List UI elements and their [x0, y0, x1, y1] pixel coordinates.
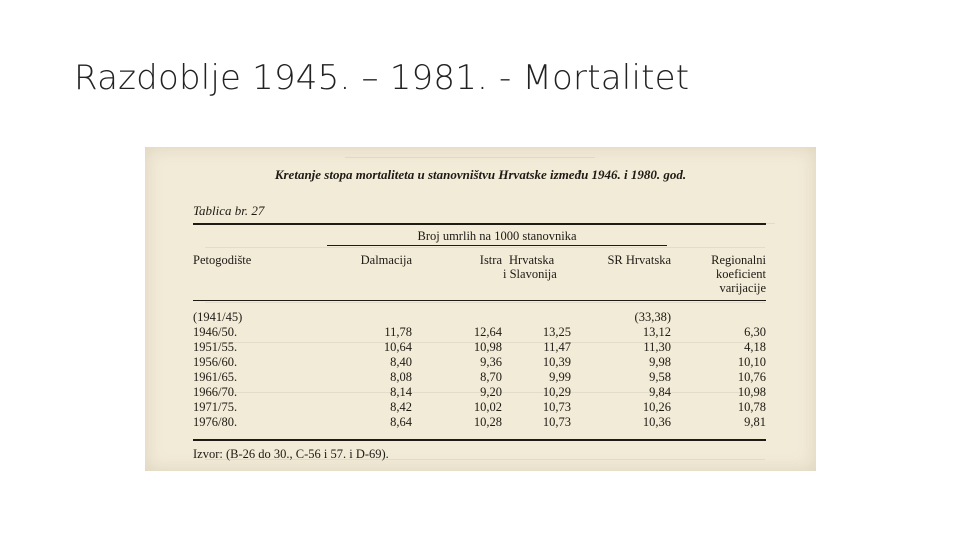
row-7-istra: 10,28 [473, 415, 502, 429]
row-6-dalmacija: 8,42 [390, 400, 412, 414]
row-7-dalmacija: 8,64 [390, 415, 412, 429]
row-5-period: 1966/70. [193, 385, 238, 399]
row-3-hs: 10,39 [542, 355, 571, 369]
row-7-sr: 10,36 [642, 415, 671, 429]
row-4-hs: 9,99 [549, 370, 571, 384]
bottom-rule [193, 439, 766, 441]
group-header: Broj umrlih na 1000 stanovnika [417, 229, 577, 243]
row-6-reg: 10,78 [737, 400, 766, 414]
row-0-sr: (33,38) [634, 310, 671, 324]
header-regional-1: Regionalni [711, 253, 766, 267]
header-i-slavonija: i Slavonija [503, 267, 557, 281]
row-3-dalmacija: 8,40 [390, 355, 412, 369]
row-7-hs: 10,73 [542, 415, 571, 429]
row-6-period: 1971/75. [193, 400, 238, 414]
row-2-reg: 4,18 [744, 340, 766, 354]
row-6-hs: 10,73 [542, 400, 571, 414]
header-hrvatska: Hrvatska [509, 253, 555, 267]
row-3-reg: 10,10 [737, 355, 766, 369]
row-4-reg: 10,76 [737, 370, 766, 384]
header-istra: Istra [479, 253, 502, 267]
row-0-period: (1941/45) [193, 310, 243, 324]
row-4-period: 1961/65. [193, 370, 238, 384]
header-rule [193, 300, 766, 301]
row-1-dalmacija: 11,78 [384, 325, 412, 339]
row-3-period: 1956/60. [193, 355, 238, 369]
slide-title: Razdoblje 1945. – 1981. - Mortalitet [74, 58, 690, 98]
row-4-istra: 8,70 [480, 370, 502, 384]
header-regional-3: varijacije [719, 281, 766, 295]
row-1-reg: 6,30 [744, 325, 766, 339]
header-dalmacija: Dalmacija [360, 253, 412, 267]
row-4-dalmacija: 8,08 [390, 370, 412, 384]
row-7-reg: 9,81 [744, 415, 766, 429]
row-2-period: 1951/55. [193, 340, 238, 354]
row-6-istra: 10,02 [473, 400, 502, 414]
row-2-sr: 11,30 [643, 340, 671, 354]
scanned-table-image [145, 147, 816, 471]
row-6-sr: 10,26 [642, 400, 671, 414]
row-5-sr: 9,84 [649, 385, 671, 399]
row-2-istra: 10,98 [473, 340, 502, 354]
row-5-istra: 9,20 [480, 385, 502, 399]
row-7-period: 1976/80. [193, 415, 238, 429]
row-5-hs: 10,29 [542, 385, 571, 399]
row-1-hs: 13,25 [542, 325, 571, 339]
row-3-istra: 9,36 [480, 355, 502, 369]
table-source: Izvor: (B-26 do 30., C-56 i 57. i D-69). [193, 447, 389, 461]
row-2-hs: 11,47 [543, 340, 571, 354]
row-1-sr: 13,12 [642, 325, 671, 339]
row-2-dalmacija: 10,64 [383, 340, 412, 354]
row-4-sr: 9,58 [649, 370, 671, 384]
header-regional-2: koeficient [716, 267, 766, 281]
row-1-period: 1946/50. [193, 325, 238, 339]
top-rule [193, 223, 766, 225]
row-1-istra: 12,64 [473, 325, 502, 339]
group-header-rule [327, 245, 667, 246]
row-3-sr: 9,98 [649, 355, 671, 369]
header-period: Petogodište [193, 253, 252, 267]
table-number: Tablica br. 27 [193, 203, 265, 218]
row-5-dalmacija: 8,14 [390, 385, 412, 399]
header-sr-hrvatska: SR Hrvatska [607, 253, 671, 267]
row-5-reg: 10,98 [737, 385, 766, 399]
table-caption: Kretanje stopa mortaliteta u stanovništvu Hrvatske između 1946. i 1980. god. [274, 167, 687, 182]
